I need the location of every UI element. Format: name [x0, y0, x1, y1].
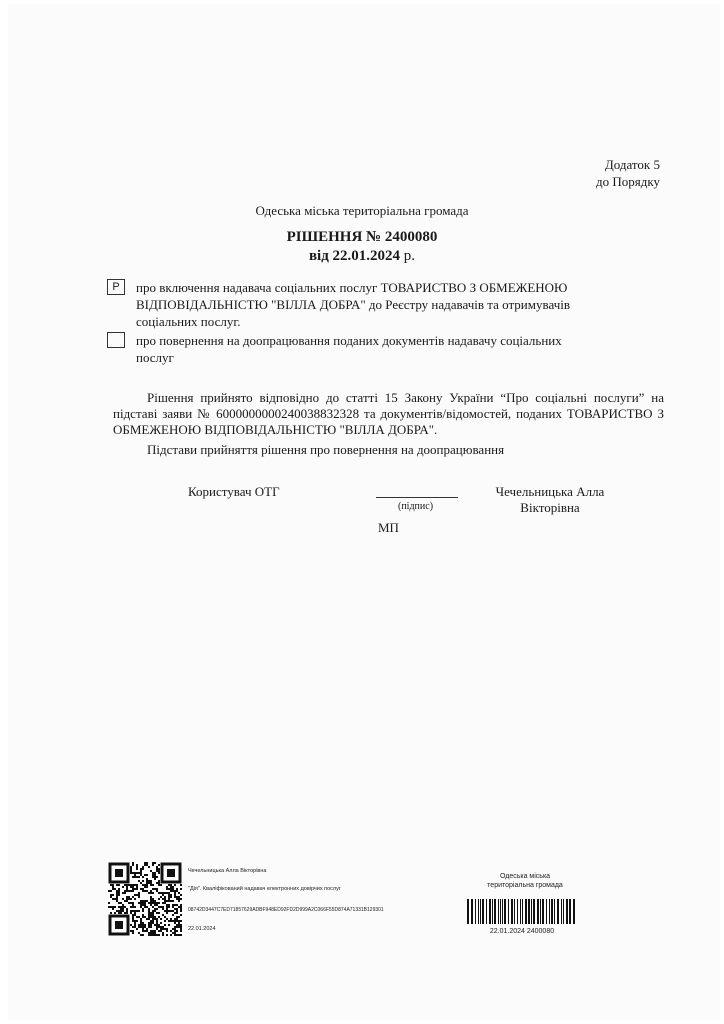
signer-name-line-2: Вікторівна	[520, 500, 580, 515]
appendix-line-2: до Порядку	[596, 174, 660, 189]
option-include-line-1: про включення надавача соціальних послуг ТОВАРИСТВО З ОБМЕЖЕНОЮ	[136, 280, 568, 295]
signer-name-line-1: Чечельницька Алла	[495, 484, 605, 499]
option-include-text	[136, 279, 656, 330]
stamp-org-line-2: територіальна громада	[487, 882, 563, 889]
stamp-hash: 08742D3447C7ED71857629ADBF948ED92FD2D999A2C066F55D874A71331B129301	[188, 907, 384, 913]
stamp-signer: Чечельницька Алла Вікторівна	[188, 868, 267, 874]
qr-code-icon	[108, 862, 182, 936]
signer-name	[494, 484, 606, 516]
appendix-line-1: Додаток 5	[604, 157, 660, 172]
appendix-reference	[596, 156, 660, 190]
option-include-line-3: соціальних послуг.	[136, 314, 241, 329]
stamp-org-line-1: Одеська міська	[499, 873, 551, 880]
decision-title: РІШЕННЯ № 2400080	[286, 229, 438, 245]
option-return-line-1: про повернення на доопрацювання поданих документів надавачу соціальних	[136, 333, 562, 348]
option-include-checkbox: P	[107, 279, 125, 295]
signature-line	[376, 497, 458, 498]
stamp-organization	[466, 872, 584, 890]
option-include-line-2: ВІДПОВІДАЛЬНІСТЮ "ВІЛЛА ДОБРА" до Реєстру надавачів та отримувачів	[136, 297, 570, 312]
stamp-date: 22.01.2024	[188, 926, 216, 932]
signature-hint: (підпис)	[398, 501, 434, 512]
option-return-text	[136, 332, 656, 366]
return-grounds-label: Підстави прийняття рішення про повернення на доопрацювання	[147, 442, 505, 457]
decision-date-line	[0, 247, 724, 266]
stamp-provider: "Дія". Кваліфікований надавач електронних довірчих послуг	[188, 886, 341, 892]
date-suffix: р.	[403, 248, 416, 264]
barcode-icon	[466, 899, 578, 924]
option-return-checkbox	[107, 332, 125, 348]
decision-date: 22.01.2024	[332, 248, 401, 264]
option-return-line-2: послуг	[136, 350, 174, 365]
seal-place-label: МП	[378, 520, 399, 535]
barcode-caption: 22.01.2024 2400080	[489, 928, 555, 935]
decision-paragraph: Рішення прийнято відповідно до статті 15 Закону України “Про соціальні послуги” на підставі заяви № 6000000000240038832328 та документів/відомостей, поданих ТОВАРИСТВО З ОБМЕЖЕНОЮ ВІДПОВІДАЛЬНІСТЮ "ВІЛЛА ДОБРА".	[113, 390, 664, 437]
user-role-label: Користувач ОТГ	[188, 484, 280, 499]
date-prefix: від	[308, 248, 329, 264]
community-name: Одеська міська територіальна громада	[255, 203, 469, 218]
decision-body	[113, 390, 664, 438]
